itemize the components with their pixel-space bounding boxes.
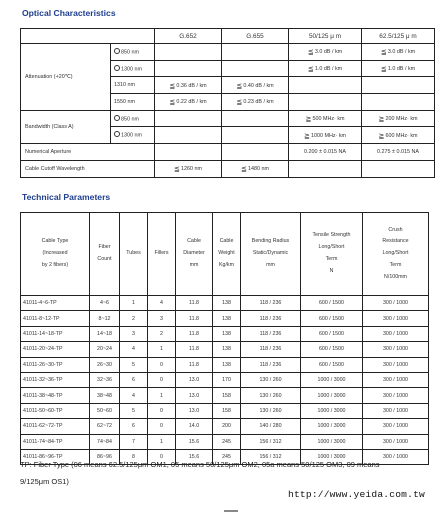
table-row — [21, 296, 429, 311]
table-row — [21, 372, 429, 387]
less-equal-icon: ≦ — [380, 47, 387, 57]
technical-header-cell: Bending Radius Static/Dynamic mm — [241, 213, 301, 296]
optical-value-cell: ≦0.22 dB / km — [155, 94, 222, 111]
table-cell: 41011-20~24-TP — [21, 342, 90, 357]
greater-equal-icon: ≧ — [378, 130, 385, 140]
optical-value-cell: ≦3.0 dB / km — [362, 44, 435, 61]
table-cell: 130 / 260 — [241, 388, 301, 403]
wavelength-cell: 1550 nm — [111, 94, 155, 111]
table-cell: 300 / 1000 — [363, 326, 429, 341]
optical-cutoff-row — [21, 160, 435, 177]
table-cell: 41011-50~60-TP — [21, 403, 90, 418]
technical-header-cell: Tubes — [120, 213, 148, 296]
na-50: 0.200 ± 0.015 NA — [289, 144, 362, 161]
technical-header-cell: Crush Resistance Long/Short Term N/100mm — [363, 213, 429, 296]
table-cell: 300 / 1000 — [363, 449, 429, 464]
technical-section-title: Technical Parameters — [22, 192, 111, 202]
table-cell: 2 — [148, 326, 176, 341]
optical-value-cell: ≦0.23 dB / km — [222, 94, 289, 111]
table-cell: 600 / 1500 — [301, 342, 363, 357]
table-cell: 74~84 — [90, 434, 120, 449]
optical-value-cell: ≦1.0 dB / km — [362, 60, 435, 77]
table-cell: 50~60 — [90, 403, 120, 418]
table-cell: 130 / 260 — [241, 372, 301, 387]
table-cell: 6 — [120, 372, 148, 387]
less-equal-icon: ≦ — [240, 164, 248, 174]
technical-header-cell: Fillers — [148, 213, 176, 296]
optical-value-cell — [289, 94, 362, 111]
technical-header-cell: Cable Type (Increased by 2 fibers) — [21, 213, 90, 296]
less-equal-icon: ≦ — [307, 64, 314, 74]
table-row — [21, 326, 429, 341]
optical-value-cell: ≦0.36 dB / km — [155, 77, 222, 94]
optical-value-cell — [155, 44, 222, 61]
na-label: Numerical Aperture — [21, 144, 155, 161]
optical-value-cell — [155, 60, 222, 77]
bullet-icon — [114, 131, 120, 137]
optical-value-cell — [222, 110, 289, 127]
table-cell: 0 — [148, 419, 176, 434]
company-url: http://www.yeida.com.tw — [287, 489, 425, 500]
optical-row — [21, 44, 435, 61]
table-cell: 245 — [213, 434, 241, 449]
optical-table — [20, 28, 435, 178]
table-cell: 1000 / 3000 — [301, 388, 363, 403]
technical-header-cell: Cable Diameter mm — [176, 213, 213, 296]
table-row — [21, 434, 429, 449]
table-cell: 41011-62~72-TP — [21, 419, 90, 434]
table-cell: 32~36 — [90, 372, 120, 387]
table-cell: 300 / 1000 — [363, 372, 429, 387]
table-cell: 1000 / 3000 — [301, 372, 363, 387]
table-cell: 138 — [213, 326, 241, 341]
table-cell: 5 — [120, 403, 148, 418]
table-cell: 300 / 1000 — [363, 419, 429, 434]
footnote-line-1: TP: Fiber Type (06 means 62.5/125μm OM1, 05 means 50/125μm OM2, 05a means 50/125 OM3, 09 means — [20, 460, 380, 469]
table-cell: 3 — [148, 311, 176, 326]
table-cell: 5 — [120, 357, 148, 372]
wavelength-cell: 1310 nm — [111, 77, 155, 94]
bullet-icon — [114, 115, 120, 121]
table-cell: 1000 / 3000 — [301, 403, 363, 418]
table-cell: 8 — [120, 449, 148, 464]
technical-header-row — [21, 213, 429, 296]
table-cell: 4 — [120, 342, 148, 357]
greater-equal-icon: ≧ — [303, 130, 310, 140]
page-marker — [224, 510, 238, 512]
table-cell: 130 / 260 — [241, 403, 301, 418]
table-row — [21, 342, 429, 357]
table-cell: 1000 / 3000 — [301, 419, 363, 434]
table-cell: 41011-14~18-TP — [21, 326, 90, 341]
table-cell: 600 / 1500 — [301, 311, 363, 326]
cutoff-label: Cable Cutoff Wavelength — [21, 160, 155, 177]
less-equal-icon: ≦ — [236, 80, 243, 90]
table-cell: 7 — [120, 434, 148, 449]
optical-value-cell: ≦0.40 dB / km — [222, 77, 289, 94]
table-cell: 86~96 — [90, 449, 120, 464]
table-cell: 3 — [120, 326, 148, 341]
table-cell: 13.0 — [176, 403, 213, 418]
wavelength-cell: 850 nm — [111, 110, 155, 127]
table-cell: 11.8 — [176, 311, 213, 326]
table-cell: 300 / 1000 — [363, 296, 429, 311]
table-cell: 4 — [120, 388, 148, 403]
greater-equal-icon: ≧ — [378, 114, 385, 124]
table-row — [21, 388, 429, 403]
table-cell: 15.6 — [176, 449, 213, 464]
cutoff-g652: ≦1260 nm — [155, 160, 222, 177]
table-cell: 138 — [213, 357, 241, 372]
table-cell: 13.0 — [176, 372, 213, 387]
table-cell: 38~48 — [90, 388, 120, 403]
optical-value-cell: ≧1000 MHz· km — [289, 127, 362, 144]
less-equal-icon: ≦ — [173, 164, 181, 174]
table-cell: 8~12 — [90, 311, 120, 326]
optical-section-title: Optical Characteristics — [22, 8, 116, 18]
optical-value-cell — [155, 110, 222, 127]
table-cell: 4 — [148, 296, 176, 311]
optical-value-cell — [155, 127, 222, 144]
optical-row-label: Bandwidth (Class A) — [21, 110, 111, 143]
table-cell: 0 — [148, 403, 176, 418]
table-cell: 118 / 236 — [241, 357, 301, 372]
wavelength-cell: 850 nm — [111, 44, 155, 61]
table-cell: 600 / 1500 — [301, 296, 363, 311]
table-cell: 300 / 1000 — [363, 342, 429, 357]
table-cell: 14~18 — [90, 326, 120, 341]
table-cell: 11.8 — [176, 342, 213, 357]
table-cell: 13.0 — [176, 388, 213, 403]
optical-value-cell — [289, 77, 362, 94]
optical-value-cell: ≧200 MHz· km — [362, 110, 435, 127]
table-cell: 20~24 — [90, 342, 120, 357]
table-cell: 4~6 — [90, 296, 120, 311]
table-cell: 41011-8~12-TP — [21, 311, 90, 326]
table-cell: 1 — [148, 434, 176, 449]
table-cell: 138 — [213, 342, 241, 357]
table-cell: 11.8 — [176, 296, 213, 311]
wavelength-cell: 1300 nm — [111, 127, 155, 144]
table-cell: 118 / 236 — [241, 342, 301, 357]
table-cell: 41011-4~6-TP — [21, 296, 90, 311]
greater-equal-icon: ≧ — [305, 114, 312, 124]
wavelength-cell: 1300 nm — [111, 60, 155, 77]
table-cell: 1 — [148, 388, 176, 403]
less-equal-icon: ≦ — [236, 97, 243, 107]
table-row — [21, 357, 429, 372]
technical-header-cell: Fiber Count — [90, 213, 120, 296]
table-cell: 1000 / 3000 — [301, 434, 363, 449]
table-cell: 300 / 1000 — [363, 388, 429, 403]
na-g655 — [222, 144, 289, 161]
table-cell: 158 — [213, 403, 241, 418]
table-cell: 6 — [120, 419, 148, 434]
table-cell: 156 / 312 — [241, 449, 301, 464]
optical-header-50: 50/125 μ m — [289, 29, 362, 44]
table-cell: 2 — [120, 311, 148, 326]
table-cell: 170 — [213, 372, 241, 387]
technical-header-cell: Tensile Strength Long/Short Term N — [301, 213, 363, 296]
table-cell: 26~30 — [90, 357, 120, 372]
na-62: 0.275 ± 0.015 NA — [362, 144, 435, 161]
table-cell: 1 — [120, 296, 148, 311]
table-cell: 41011-26~30-TP — [21, 357, 90, 372]
optical-header-g655: G.655 — [222, 29, 289, 44]
optical-value-cell — [362, 94, 435, 111]
less-equal-icon: ≦ — [169, 97, 176, 107]
bullet-icon — [114, 48, 120, 54]
table-cell: 41011-74~84-TP — [21, 434, 90, 449]
cutoff-50 — [289, 160, 362, 177]
table-cell: 138 — [213, 296, 241, 311]
table-cell: 138 — [213, 311, 241, 326]
table-cell: 1 — [148, 342, 176, 357]
table-cell: 300 / 1000 — [363, 403, 429, 418]
table-cell: 14.0 — [176, 419, 213, 434]
table-cell: 300 / 1000 — [363, 434, 429, 449]
optical-na-row — [21, 144, 435, 161]
table-cell: 41011-32~36-TP — [21, 372, 90, 387]
optical-row — [21, 110, 435, 127]
optical-row-label: Attenuation (+20℃) — [21, 44, 111, 111]
cutoff-g655: ≦1480 nm — [222, 160, 289, 177]
optical-value-cell: ≦1.0 dB / km — [289, 60, 362, 77]
table-cell: 158 — [213, 388, 241, 403]
table-cell: 118 / 236 — [241, 296, 301, 311]
optical-value-cell — [222, 60, 289, 77]
table-cell: 118 / 236 — [241, 326, 301, 341]
optical-header-62: 62.5/125 μ m — [362, 29, 435, 44]
table-cell: 300 / 1000 — [363, 311, 429, 326]
footnote-line-2: 9/125μm OS1) — [20, 477, 69, 486]
optical-header-blank — [21, 29, 155, 44]
table-cell: 300 / 1000 — [363, 357, 429, 372]
table-cell: 15.6 — [176, 434, 213, 449]
optical-value-cell: ≧500 MHz· km — [289, 110, 362, 127]
optical-value-cell: ≦3.0 dB / km — [289, 44, 362, 61]
table-cell: 156 / 312 — [241, 434, 301, 449]
table-cell: 245 — [213, 449, 241, 464]
table-cell: 0 — [148, 449, 176, 464]
optical-value-cell — [362, 77, 435, 94]
cutoff-62 — [362, 160, 435, 177]
table-row — [21, 403, 429, 418]
less-equal-icon: ≦ — [307, 47, 314, 57]
technical-header-cell: Cable Weight Kg/km — [213, 213, 241, 296]
table-cell: 11.8 — [176, 357, 213, 372]
less-equal-icon: ≦ — [380, 64, 387, 74]
table-cell: 600 / 1500 — [301, 326, 363, 341]
less-equal-icon: ≦ — [169, 80, 176, 90]
table-cell: 140 / 280 — [241, 419, 301, 434]
table-cell: 41011-86~96-TP — [21, 449, 90, 464]
optical-header-row — [21, 29, 435, 44]
technical-table — [20, 212, 429, 465]
table-cell: 0 — [148, 357, 176, 372]
table-cell: 118 / 236 — [241, 311, 301, 326]
table-cell: 200 — [213, 419, 241, 434]
table-cell: 11.8 — [176, 326, 213, 341]
table-cell: 1000 / 3000 — [301, 449, 363, 464]
table-cell: 41011-38~48-TP — [21, 388, 90, 403]
table-row — [21, 419, 429, 434]
optical-value-cell — [222, 127, 289, 144]
optical-value-cell: ≧600 MHz· km — [362, 127, 435, 144]
optical-header-g652: G.652 — [155, 29, 222, 44]
table-cell: 0 — [148, 372, 176, 387]
na-g652 — [155, 144, 222, 161]
table-row — [21, 311, 429, 326]
optical-value-cell — [222, 44, 289, 61]
bullet-icon — [114, 65, 120, 71]
table-cell: 600 / 1500 — [301, 357, 363, 372]
table-cell: 62~72 — [90, 419, 120, 434]
